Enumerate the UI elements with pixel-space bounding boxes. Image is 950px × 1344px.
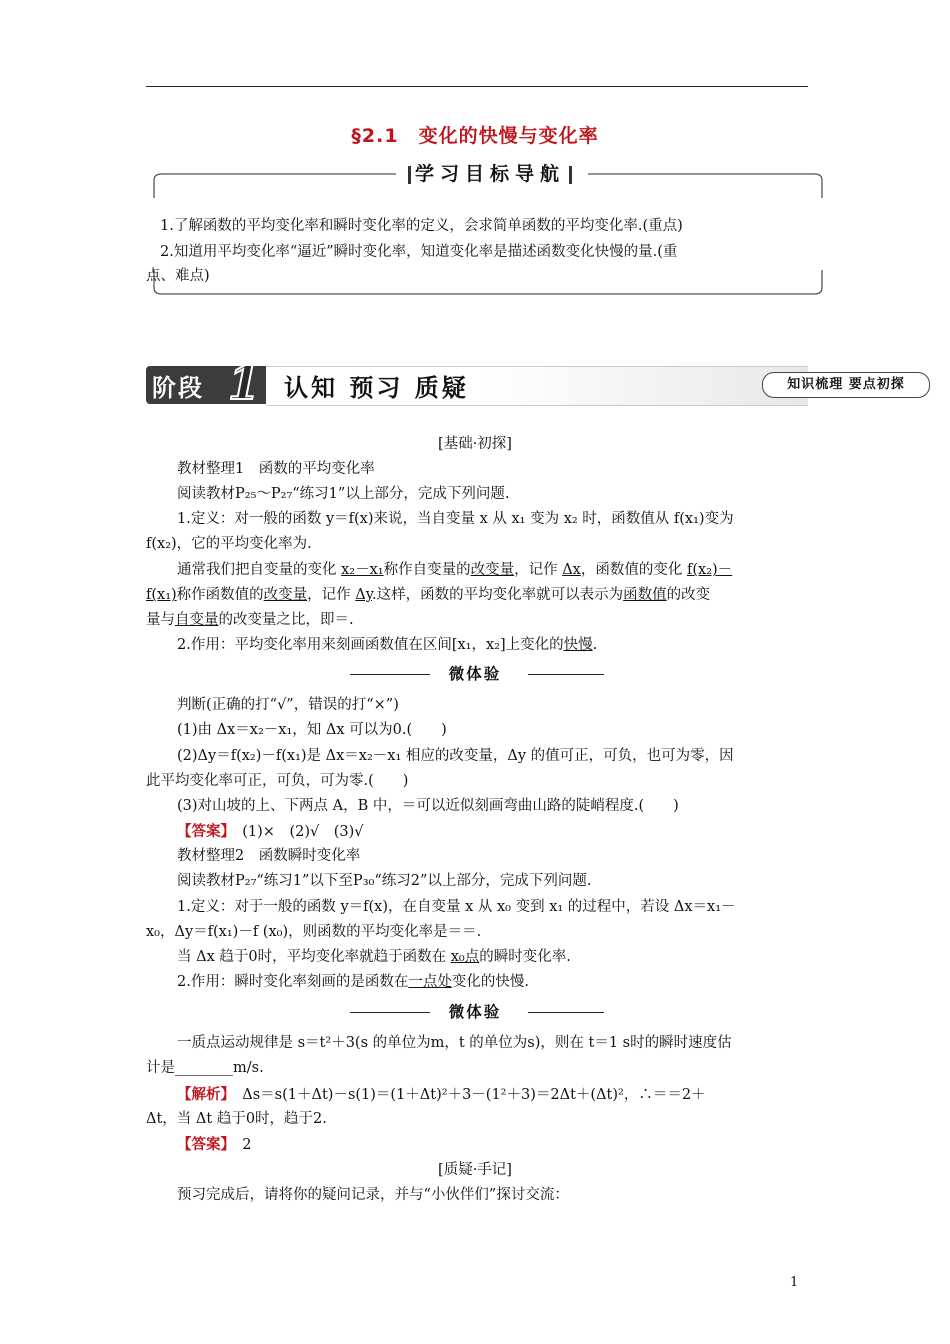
wei-title-1: 微体验 — [448, 664, 502, 683]
stage-prefix: 阶段 — [152, 374, 204, 402]
wei-rule-right-2 — [528, 1012, 604, 1013]
question-b: 计是________m/s. — [146, 1060, 264, 1076]
sec1-title: 教材整理1 函数的平均变化率 — [177, 461, 375, 477]
page-number: 1 — [790, 1275, 799, 1290]
goal-item-1: 1.了解函数的平均变化率和瞬时变化率的定义，会求简单函数的平均变化率.(重点) — [160, 218, 683, 234]
judge-1: (1)由 Δx＝x₂－x₁，知 Δx 可以为0.( ) — [177, 722, 447, 738]
stage-tag: 知识梳理 要点初探 — [762, 372, 930, 398]
judge-2b: 此平均变化率可正，可负，可为零.( ) — [146, 773, 409, 789]
answer-2: 【答案】 2 — [177, 1136, 252, 1153]
use2: 2.作用：瞬时变化率刻画的是函数在一点处变化的快慢. — [177, 974, 529, 990]
limit-line: 当 Δx 趋于0时，平均变化率就趋于函数在 x₀点的瞬时变化率. — [177, 949, 571, 965]
wei-rule-right — [528, 674, 604, 675]
def2-b: x₀，Δy＝f(x₁)－f (x₀)，则函数的平均变化率是＝＝. — [146, 924, 482, 940]
solution-b: Δt，当 Δt 趋于0时，趋于2. — [146, 1111, 327, 1127]
def1-a: 1.定义：对一般的函数 y＝f(x)来说，当自变量 x 从 x₁ 变为 x₂ 时，函数值从 f(x₁)变为 — [177, 511, 734, 527]
tag-notes: [质疑·手记] — [438, 1162, 512, 1178]
wei-title-2: 微体验 — [448, 1002, 502, 1021]
section-title: §2.1 变化的快慢与变化率 — [351, 125, 599, 147]
sec2-read: 阅读教材P₂₇“练习1”以下至P₃₀“练习2”以上部分，完成下列问题. — [177, 873, 592, 889]
last-line: 预习完成后，请将你的疑问记录，并与“小伙伴们”探讨交流： — [177, 1187, 569, 1203]
judge-intro: 判断(正确的打“√”，错误的打“×”) — [177, 697, 399, 713]
top-rule — [146, 86, 808, 87]
def1-b: f(x₂)，它的平均变化率为. — [146, 536, 312, 552]
solution-a: 【解析】 Δs＝s(1＋Δt)－s(1)＝(1＋Δt)²＋3－(1²＋3)＝2Δt＋(Δt)²，∴＝＝2＋ — [177, 1086, 706, 1103]
def2-a: 1.定义：对于一般的函数 y＝f(x)，在自变量 x 从 x₀ 变到 x₁ 的过程中，若设 Δx＝x₁－ — [177, 899, 736, 915]
goal-label: 学习目标导航 — [400, 159, 580, 186]
sec2-title: 教材整理2 函数瞬时变化率 — [177, 848, 361, 864]
judge-3: (3)对山坡的上、下两点 A，B 中，＝可以近似刻画弯曲山路的陡峭程度.( ) — [177, 798, 679, 814]
stage-number: 1 — [228, 356, 261, 410]
para1-line2: f(x₁)称作函数值的改变量，记作 Δy.这样，函数的平均变化率就可以表示为函数值的改变 — [146, 587, 711, 603]
answer-1: 【答案】 (1)× (2)√ (3)√ — [177, 823, 364, 840]
goal-item-2b: 点、难点) — [146, 268, 210, 284]
sec1-read: 阅读教材P₂₅～P₂₇“练习1”以上部分，完成下列问题. — [177, 486, 510, 502]
stage-title: 认知 预习 质疑 — [284, 374, 469, 402]
tag-basic: [基础·初探] — [438, 436, 512, 452]
use1: 2.作用：平均变化率用来刻画函数值在区间[x₁，x₂]上变化的快慢. — [177, 637, 598, 653]
para1-line3: 量与自变量的改变量之比，即＝. — [146, 612, 354, 628]
goal-item-2a: 2.知道用平均变化率“逼近”瞬时变化率，知道变化率是描述函数变化快慢的量.(重 — [160, 244, 678, 260]
judge-2a: (2)Δy＝f(x₂)－f(x₁)是 Δx＝x₂－x₁ 相应的改变量，Δy 的值可正，可负，也可为零，因 — [177, 748, 734, 764]
question-a: 一质点运动规律是 s＝t²＋3(s 的单位为m，t 的单位为s)，则在 t＝1 s时的瞬时速度估 — [177, 1035, 732, 1051]
para1-line1: 通常我们把自变量的变化 x₂－x₁称作自变量的改变量，记作 Δx，函数值的变化 f(x₂)－ — [177, 562, 733, 578]
